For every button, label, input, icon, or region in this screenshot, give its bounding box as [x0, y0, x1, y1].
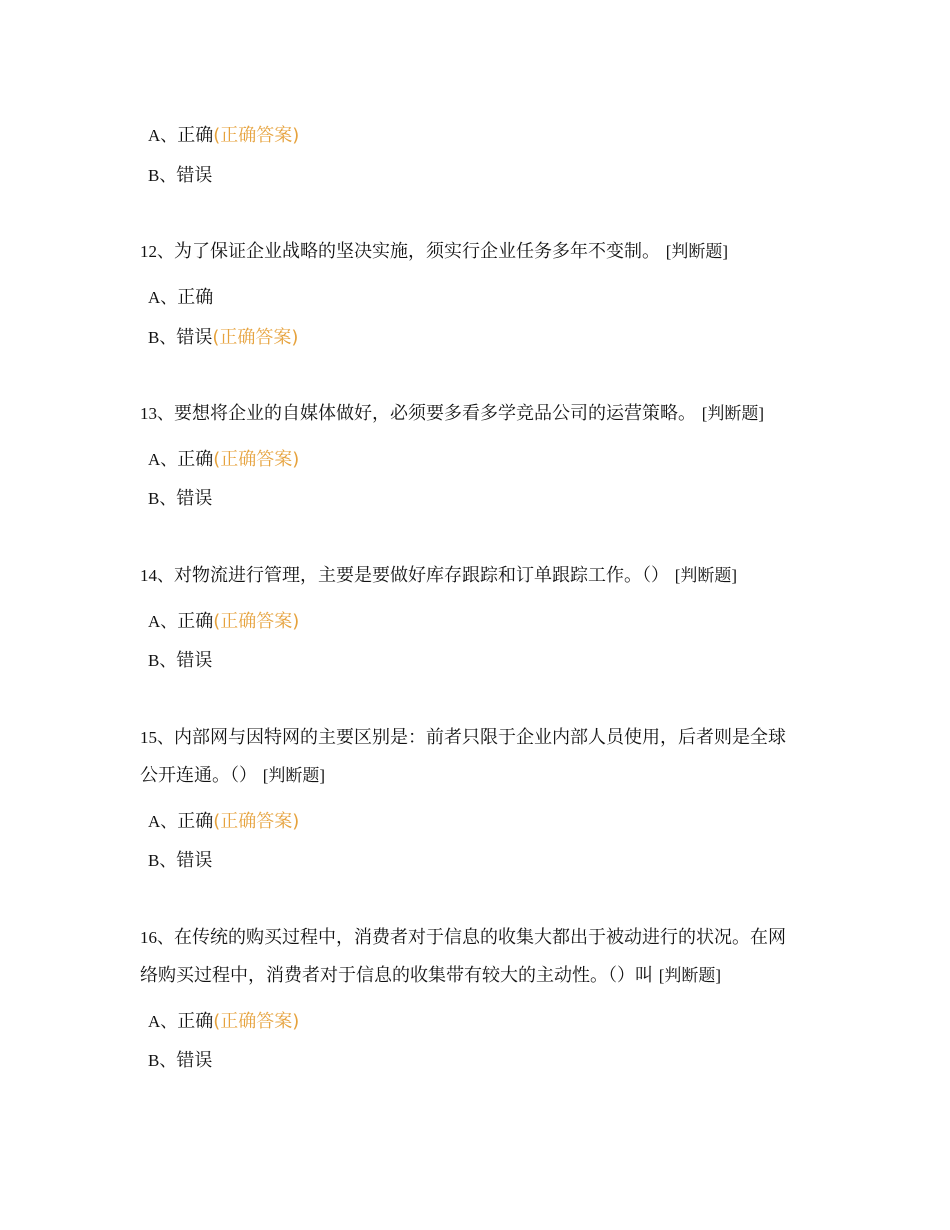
q12-option-a — [148, 283, 213, 309]
question-number: 16、 — [140, 928, 174, 947]
option-letter: A、 — [148, 812, 178, 831]
correct-answer-mark: (正确答案) — [213, 449, 300, 470]
option-text: 正确 — [177, 811, 214, 832]
option-text: 正确 — [177, 1011, 214, 1032]
correct-answer-mark: (正确答案) — [213, 1011, 300, 1032]
question-type-tag: [判断题] — [658, 966, 722, 985]
option-letter: A、 — [148, 126, 178, 145]
q15-question-line-1 — [140, 723, 786, 749]
option-letter: B、 — [148, 166, 177, 185]
question-text: 在传统的购买过程中，消费者对于信息的收集大都出于被动进行的状况。在网 — [174, 927, 786, 948]
option-text: 正确 — [177, 611, 214, 632]
option-letter: A、 — [148, 612, 178, 631]
option-letter: B、 — [148, 851, 177, 870]
q16-option-b — [148, 1046, 212, 1072]
option-text: 正确 — [177, 287, 214, 308]
q15-question-line-2 — [140, 761, 325, 787]
question-number: 13、 — [140, 404, 174, 423]
q13-option-b — [148, 484, 212, 510]
option-text: 错误 — [176, 1050, 213, 1071]
q14-option-b — [148, 646, 212, 672]
option-text: 正确 — [177, 125, 214, 146]
q14-question — [140, 561, 737, 587]
q13-option-a — [148, 445, 299, 471]
q13-question — [140, 399, 764, 425]
option-text: 错误 — [176, 327, 213, 348]
option-letter: B、 — [148, 651, 177, 670]
option-letter: B、 — [148, 1051, 177, 1070]
q15-option-a — [148, 807, 299, 833]
q11-option-a — [148, 121, 299, 147]
correct-answer-mark: (正确答案) — [213, 611, 300, 632]
correct-answer-mark: (正确答案) — [213, 125, 300, 146]
option-letter: B、 — [148, 328, 177, 347]
option-text: 错误 — [176, 650, 213, 671]
option-letter: A、 — [148, 450, 178, 469]
q15-option-b — [148, 846, 212, 872]
question-type-tag: [判断题] — [665, 242, 729, 261]
question-text: 内部网与因特网的主要区别是：前者只限于企业内部人员使用，后者则是全球 — [174, 727, 786, 748]
option-letter: B、 — [148, 489, 177, 508]
question-type-tag: [判断题] — [674, 566, 738, 585]
question-text: 要想将企业的自媒体做好，必须要多看多学竞品公司的运营策略。 — [174, 403, 696, 424]
question-number: 15、 — [140, 728, 174, 747]
option-text: 错误 — [176, 165, 213, 186]
option-text: 错误 — [176, 488, 213, 509]
correct-answer-mark: (正确答案) — [212, 327, 299, 348]
question-text: 对物流进行管理，主要是要做好库存跟踪和订单跟踪工作。（） — [174, 565, 669, 586]
question-text: 络购买过程中，消费者对于信息的收集带有较大的主动性。（）叫 — [140, 965, 653, 986]
question-number: 14、 — [140, 566, 174, 585]
q14-option-a — [148, 607, 299, 633]
option-letter: A、 — [148, 288, 178, 307]
question-text: 公开连通。（） — [140, 765, 257, 786]
q12-question — [140, 237, 728, 263]
q16-question-line-2 — [140, 961, 721, 987]
q12-option-b — [148, 323, 298, 349]
q11-option-b — [148, 161, 212, 187]
option-text: 正确 — [177, 449, 214, 470]
question-type-tag: [判断题] — [262, 766, 326, 785]
option-letter: A、 — [148, 1012, 178, 1031]
option-text: 错误 — [176, 850, 213, 871]
correct-answer-mark: (正确答案) — [213, 811, 300, 832]
question-text: 为了保证企业战略的坚决实施，须实行企业任务多年不变制。 — [174, 241, 660, 262]
question-number: 12、 — [140, 242, 174, 261]
question-type-tag: [判断题] — [701, 404, 765, 423]
q16-option-a — [148, 1007, 299, 1033]
q16-question-line-1 — [140, 923, 786, 949]
